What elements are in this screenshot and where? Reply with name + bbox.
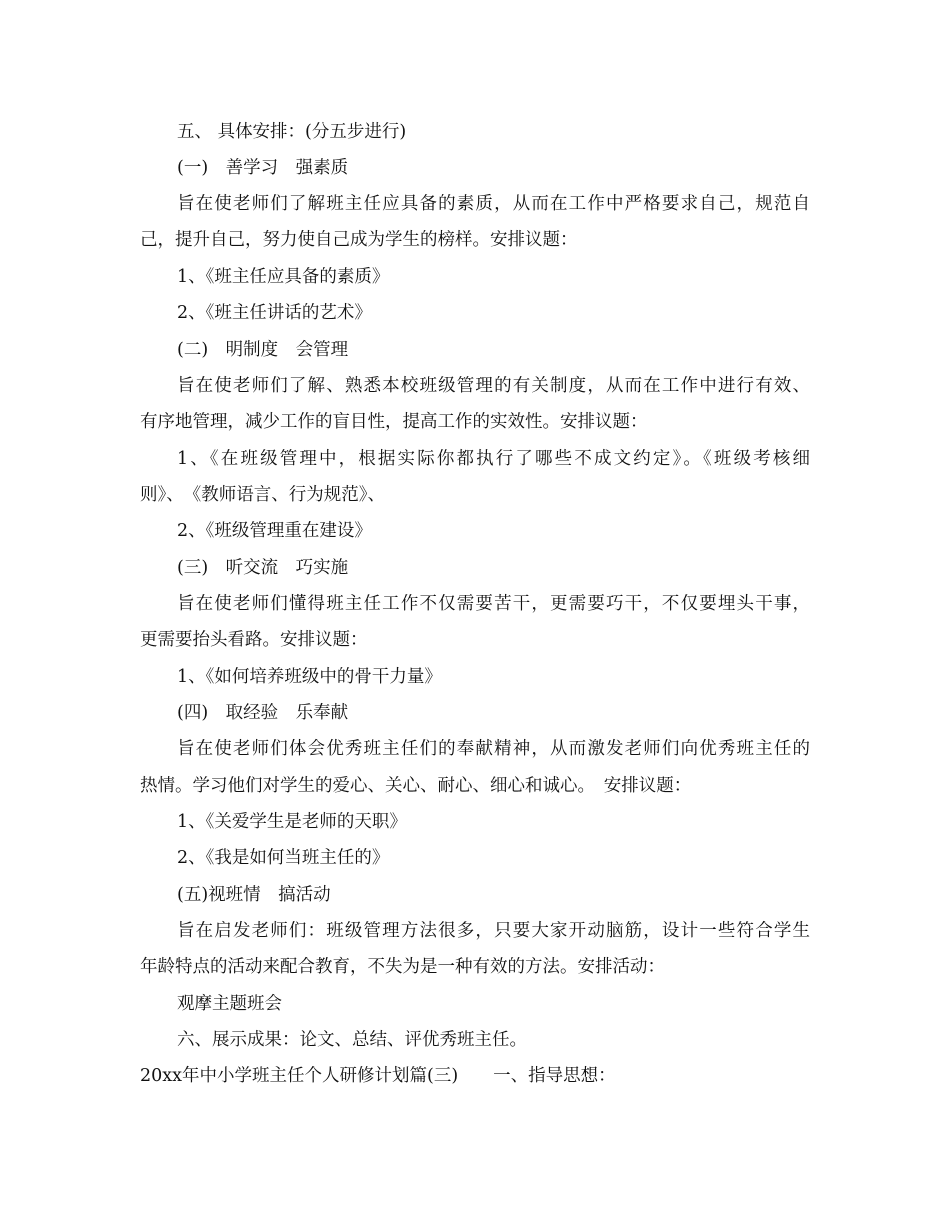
paragraph-line: 热情。学习他们对学生的爱心、关心、耐心、细心和诚心。 安排议题： [140, 776, 692, 796]
list-item: 1、《班主任应具备的素质》 [177, 267, 390, 287]
list-item: 2、《班主任讲话的艺术》 [177, 303, 372, 323]
subheading-1: (一) 善学习 强素质 [177, 158, 349, 178]
list-item: 2、《我是如何当班主任的》 [177, 848, 390, 868]
section-heading-5: 五、 具体安排：(分五步进行) [177, 122, 407, 142]
paragraph-line: 己，提升自己，努力使自己成为学生的榜样。安排议题： [140, 230, 578, 250]
paragraph-line: 旨在使老师们体会优秀班主任们的奉献精神，从而激发老师们向优秀班主任的 [177, 739, 810, 759]
list-item: 1、《如何培养班级中的骨干力量》 [177, 667, 442, 687]
paragraph-line: 旨在使老师们了解班主任应具备的素质，从而在工作中严格要求自己，规范自 [177, 194, 810, 214]
list-item-continuation: 则》、 《教师语言、行为规范》、 [140, 485, 385, 505]
subheading-4: (四) 取经验 乐奉献 [177, 703, 349, 723]
next-section-title: 20xx年中小学班主任个人研修计划篇(三) 一、指导思想： [140, 1066, 616, 1086]
paragraph-line: 旨在使老师们了解、熟悉本校班级管理的有关制度，从而在工作中进行有效、 [177, 376, 810, 396]
paragraph-line: 有序地管理，减少工作的盲目性，提高工作的实效性。安排议题： [140, 412, 648, 432]
paragraph-line: 旨在使老师们懂得班主任工作不仅需要苦干，更需要巧干，不仅要埋头干事， [177, 594, 810, 614]
list-item: 2、《班级管理重在建设》 [177, 521, 372, 541]
subheading-2: (二) 明制度 会管理 [177, 340, 349, 360]
paragraph-line: 年龄特点的活动来配合教育，不失为是一种有效的方法。安排活动： [140, 957, 665, 977]
list-item: 1、《在班级管理中，根据实际你都执行了哪些不成文约定》。《班级考核细 [177, 449, 810, 469]
section-heading-6: 六、展示成果：论文、总结、评优秀班主任。 [177, 1030, 527, 1050]
subheading-3: (三) 听交流 巧实施 [177, 558, 349, 578]
paragraph-line: 旨在启发老师们：班级管理方法很多，只要大家开动脑筋，设计一些符合学生 [177, 921, 810, 941]
list-item: 1、《关爱学生是老师的天职》 [177, 812, 407, 832]
paragraph-line: 更需要抬头看路。安排议题： [140, 630, 368, 650]
activity-item: 观摩主题班会 [177, 994, 282, 1014]
subheading-5: (五)视班情 搞活动 [177, 885, 331, 905]
